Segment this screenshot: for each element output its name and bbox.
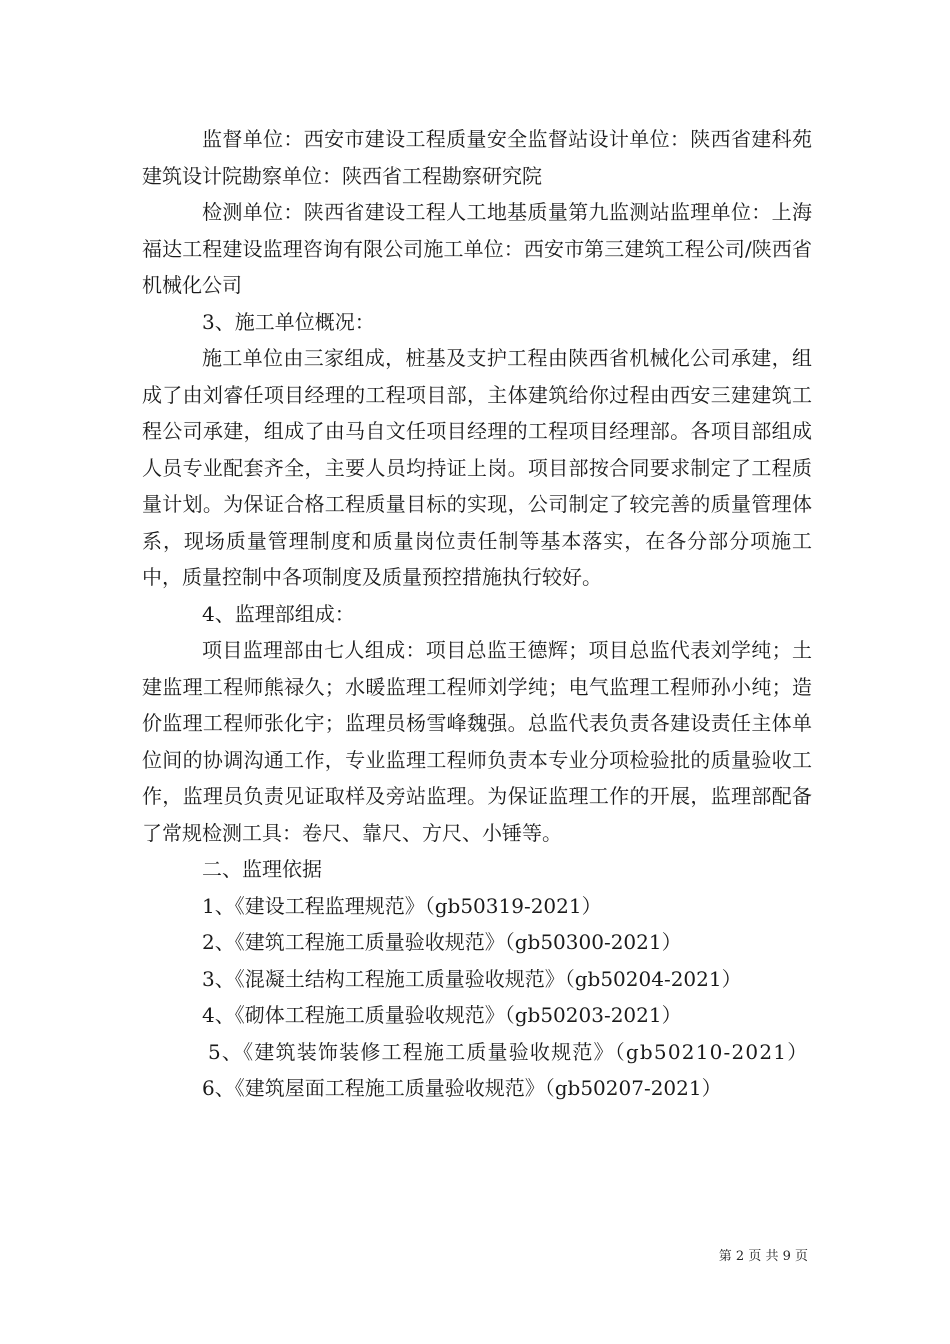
basis-item: 2、《建筑工程施工质量验收规范》（gb50300-2021） [202,930,682,954]
basis-item: 3、《混凝土结构工程施工质量验收规范》（gb50204-2021） [202,966,742,991]
section-3-body: 施工单位由三家组成，桩基及支护工程由陕西省机械化公司承建，组成了由刘睿任项目经理的工程项目部，主体建筑给你过程由西安三建建筑工程公司承建，组成了由马自文任项目经理的工程项目经理部。各项目部组成人员专业配套齐全，主要人员均持证上岗。项目部按合同要求制定了工程质量计划。为保证合格工程质量目标的实现，公司制定了较完善的质量管理体系，现场质量管理制度和质量岗位责任制等基本落实，在各分部分项施工中，质量控制中各项制度及质量预控措施执行较好。 [142,346,812,589]
basis-item: 1、《建设工程监理规范》（gb50319-2021） [202,893,602,918]
page-number-footer: 第 2 页 共 9 页 [718,1249,808,1264]
section-4-heading: 4、监理部组成： [202,601,355,626]
section-3-heading: 3、施工单位概况： [202,309,375,334]
supervision-units-paragraph: 监督单位：西安市建设工程质量安全监督站设计单位：陕西省建科苑建筑设计院勘察单位：陕西省工程勘察研究院 [142,127,812,188]
basis-item: 5、《建筑装饰装修工程施工质量验收规范》（gb50210-2021） [208,1039,809,1064]
chapter-2-heading: 二、监理依据 [202,857,322,881]
section-4-body: 项目监理部由七人组成：项目总监王德辉；项目总监代表刘学纯；土建监理工程师熊禄久；水暖监理工程师刘学纯；电气监理工程师孙小纯；造价监理工程师张化宇；监理员杨雪峰魏强。总监代表负责各建设责任主体单位间的协调沟通工作，专业监理工程师负责本专业分项检验批的质量验收工作，监理员负责见证取样及旁站监理。为保证监理工作的开展，监理部配备了常规检测工具：卷尺、靠尺、方尺、小锤等。 [142,638,812,845]
basis-item: 6、《建筑屋面工程施工质量验收规范》（gb50207-2021） [202,1076,722,1100]
basis-item: 4、《砌体工程施工质量验收规范》（gb50203-2021） [202,1003,682,1027]
document-body [142,121,812,1107]
testing-units-paragraph: 检测单位：陕西省建设工程人工地基质量第九监测站监理单位：上海福达工程建设监理咨询有限公司施工单位：西安市第三建筑工程公司/陕西省机械化公司 [142,200,812,297]
